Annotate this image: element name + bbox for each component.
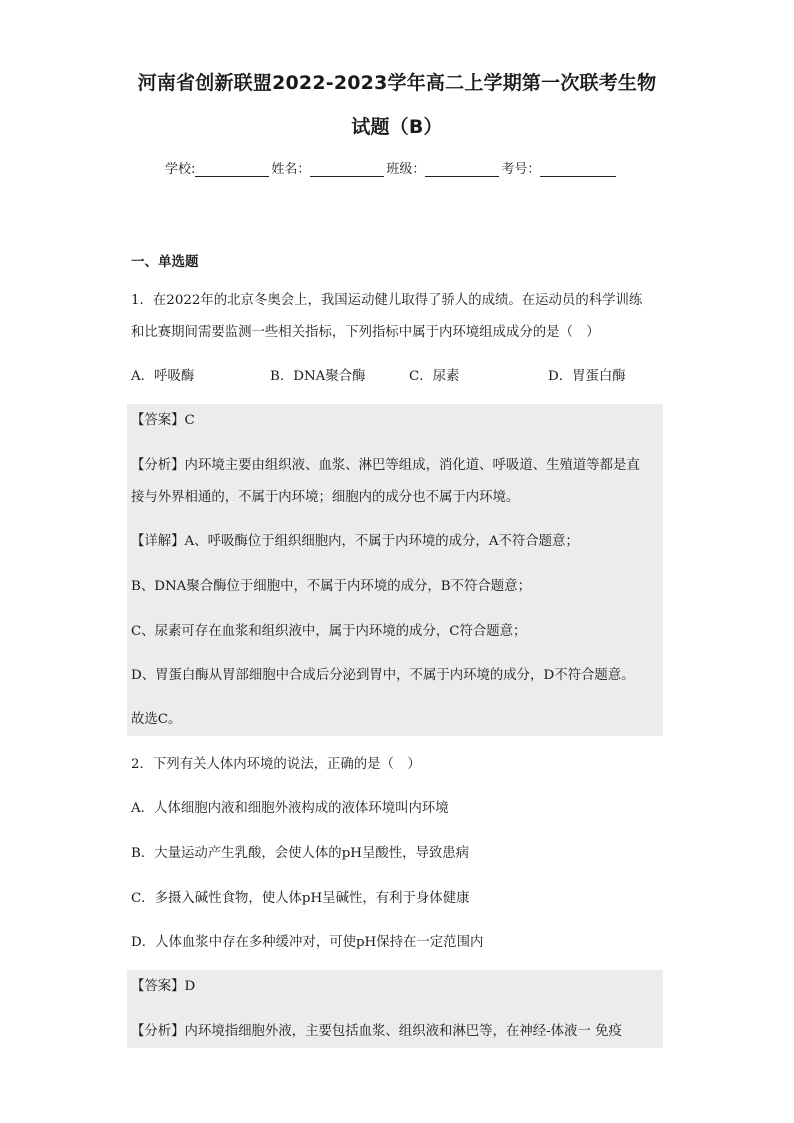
name-label: 姓名：: [271, 162, 311, 177]
exam-no-label: 考号：: [501, 162, 541, 177]
q1-solution-box: [127, 404, 663, 736]
q1-analysis-line2: 接与外界相通的，不属于内环境；细胞内的成分也不属于内环境。: [131, 490, 520, 505]
q1-detail-b: B、DNA聚合酶位于细胞中，不属于内环境的成分，B不符合题意；: [131, 579, 531, 594]
class-label: 班级：: [386, 162, 426, 177]
document-title-line2: 试题（B）: [351, 116, 443, 138]
q1-answer: 【答案】C: [131, 413, 195, 428]
q1-option-a: A．呼吸酶: [131, 369, 195, 384]
q2-stem: 2．下列有关人体内环境的说法，正确的是（ ）: [131, 757, 421, 772]
document-title-line1: 河南省创新联盟2022-2023学年高二上学期第一次联考生物: [137, 72, 657, 94]
q2-answer: 【答案】D: [131, 979, 196, 994]
q1-option-d: D．胃蛋白酶: [548, 369, 626, 384]
q2-option-b: B．大量运动产生乳酸，会使人体的pH呈酸性，导致患病: [131, 846, 470, 861]
q1-stem-line2: 和比赛期间需要监测一些相关指标，下列指标中属于内环境组成成分的是（ ）: [131, 325, 600, 340]
q2-analysis-line1: 【分析】内环境指细胞外液，主要包括血浆、组织液和淋巴等，在神经-体液一 免疫: [131, 1024, 622, 1039]
section-heading: 一、单选题: [131, 254, 199, 270]
school-blank[interactable]: [195, 162, 269, 177]
name-blank[interactable]: [310, 162, 384, 177]
q1-option-b: B．DNA聚合酶: [270, 369, 366, 384]
student-info-row: [165, 158, 618, 177]
exam-no-blank[interactable]: [540, 162, 616, 177]
q1-stem-line1: 1．在2022年的北京冬奥会上，我国运动健儿取得了骄人的成绩。在运动员的科学训练: [131, 293, 643, 308]
q1-detail-c: C、尿素可存在血浆和组织液中，属于内环境的成分，C符合题意；: [131, 624, 527, 639]
school-label: 学校:: [165, 162, 196, 177]
q1-conclusion: 故选C。: [131, 712, 182, 727]
q1-detail-a: 【详解】A、呼吸酶位于组织细胞内，不属于内环境的成分，A不符合题意；: [131, 534, 579, 549]
q1-analysis-line1: 【分析】内环境主要由组织液、血浆、淋巴等组成，消化道、呼吸道、生殖道等都是直: [131, 458, 640, 473]
class-blank[interactable]: [425, 162, 499, 177]
q2-option-c: C．多摄入碱性食物，使人体pH呈碱性，有利于身体健康: [131, 891, 470, 906]
q1-options: [131, 368, 671, 386]
q1-option-c: C．尿素: [409, 369, 460, 384]
q1-detail-d: D、胃蛋白酶从胃部细胞中合成后分泌到胃中，不属于内环境的成分，D不符合题意。: [131, 668, 635, 683]
q2-option-a: A．人体细胞内液和细胞外液构成的液体环境叫内环境: [131, 801, 449, 816]
q2-option-d: D．人体血浆中存在多种缓冲对，可使pH保持在一定范围内: [131, 935, 484, 950]
